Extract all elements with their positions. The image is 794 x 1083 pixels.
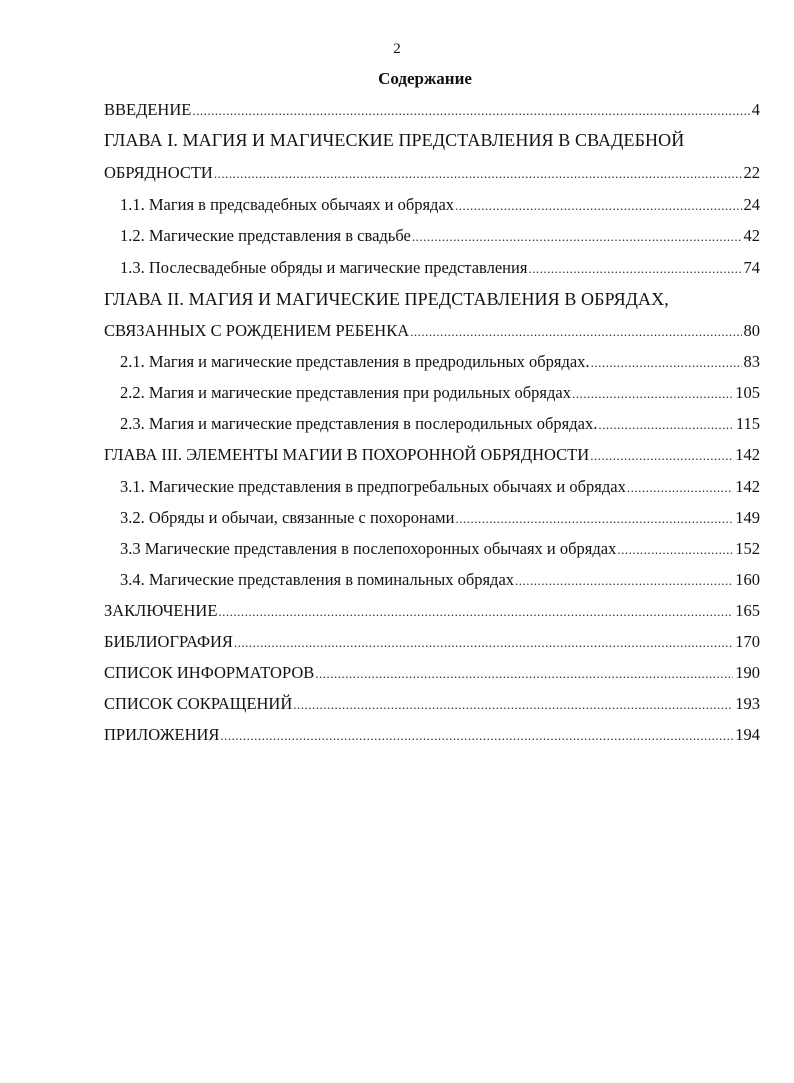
- toc-entry-abbreviations[interactable]: [104, 692, 760, 716]
- leader-dots: [572, 382, 733, 406]
- toc-entry-chapter-1[interactable]: [104, 161, 760, 185]
- toc-entry-text: 3.1. Магические представления в предпогребальных обычаях и обрядах: [120, 477, 626, 496]
- toc-entry-bibliography[interactable]: [104, 630, 760, 654]
- toc-entry-informants[interactable]: [104, 661, 760, 685]
- toc-entry-3-3[interactable]: [120, 537, 760, 561]
- toc-entry-text: ВВЕДЕНИЕ: [104, 100, 192, 119]
- toc-entry-page: 152: [735, 539, 760, 558]
- toc-entry-page: 170: [735, 632, 760, 651]
- toc-entry-text: ЗАКЛЮЧЕНИЕ: [104, 601, 218, 620]
- leader-dots: [515, 569, 733, 593]
- toc-entry-chapter-3[interactable]: [104, 443, 760, 467]
- leader-dots: [412, 225, 742, 249]
- toc-entry-3-4[interactable]: [120, 568, 760, 592]
- toc-entry-text: ОБРЯДНОСТИ: [104, 163, 213, 182]
- leader-dots: [528, 257, 741, 281]
- toc-entry-2-1[interactable]: [120, 350, 760, 374]
- toc-entry-1-3[interactable]: [120, 256, 760, 280]
- toc-entry-text: 3.4. Магические представления в поминальных обрядах: [120, 570, 515, 589]
- page-number: 2: [393, 41, 401, 57]
- leader-dots: [590, 444, 733, 468]
- leader-dots: [455, 507, 733, 531]
- toc-entry-text: 1.2. Магические представления в свадьбе: [120, 226, 411, 245]
- leader-dots: [617, 538, 733, 562]
- toc-entry-text: 1.1. Магия в предсвадебных обычаях и обрядах: [120, 195, 455, 214]
- toc-entry-page: 165: [735, 601, 760, 620]
- toc-entry-text: 1.3. Послесвадебные обряды и магические представления: [120, 258, 528, 277]
- toc-entry-page: 83: [743, 352, 760, 371]
- toc-entry-page: 190: [735, 663, 760, 682]
- leader-dots: [591, 351, 742, 375]
- toc-entry-page: 22: [743, 163, 760, 182]
- leader-dots: [234, 631, 733, 655]
- toc-entry-2-2[interactable]: [120, 381, 760, 405]
- toc-entry-page: 74: [743, 258, 760, 277]
- toc-entry-page: 142: [735, 445, 760, 464]
- toc-entry-3-2[interactable]: [120, 506, 760, 530]
- toc-entry-text: 2.1. Магия и магические представления в предродильных обрядах.: [120, 352, 590, 371]
- leader-dots: [192, 99, 749, 123]
- toc-chapter-2-heading: ГЛАВА II. МАГИЯ И МАГИЧЕСКИЕ ПРЕДСТАВЛЕНИЯ В ОБРЯДАХ,: [104, 289, 669, 309]
- toc-entry-appendices[interactable]: [104, 723, 760, 747]
- toc-entry-page: 4: [751, 100, 760, 119]
- toc-entry-1-1[interactable]: [120, 193, 760, 217]
- toc-entry-page: 194: [735, 725, 760, 744]
- toc-entry-page: 149: [735, 508, 760, 527]
- toc-entry-page: 193: [735, 694, 760, 713]
- leader-dots: [598, 413, 734, 437]
- toc-entry-introduction[interactable]: [104, 98, 760, 122]
- leader-dots: [627, 476, 733, 500]
- toc-entry-chapter-2[interactable]: [104, 319, 760, 343]
- toc-entry-3-1[interactable]: [120, 475, 760, 499]
- toc-entry-text: 3.2. Обряды и обычаи, связанные с похоронами: [120, 508, 455, 527]
- leader-dots: [293, 693, 733, 717]
- toc-entry-conclusion[interactable]: [104, 599, 760, 623]
- leader-dots: [220, 724, 733, 748]
- toc-entry-text: СВЯЗАННЫХ С РОЖДЕНИЕМ РЕБЕНКА: [104, 321, 410, 340]
- toc-title: Содержание: [378, 69, 472, 88]
- toc-entry-text: 2.3. Магия и магические представления в послеродильных обрядах.: [120, 414, 598, 433]
- toc-entry-1-2[interactable]: [120, 224, 760, 248]
- toc-entry-text: ПРИЛОЖЕНИЯ: [104, 725, 220, 744]
- toc-entry-text: СПИСОК СОКРАЩЕНИЙ: [104, 694, 293, 713]
- toc-entry-page: 142: [735, 477, 760, 496]
- leader-dots: [315, 662, 733, 686]
- toc-entry-text: ГЛАВА III. ЭЛЕМЕНТЫ МАГИИ В ПОХОРОННОЙ ОБРЯДНОСТИ: [104, 445, 590, 464]
- toc-entry-2-3[interactable]: [120, 412, 760, 436]
- toc-entry-page: 24: [743, 195, 760, 214]
- toc-chapter-1-heading: ГЛАВА I. МАГИЯ И МАГИЧЕСКИЕ ПРЕДСТАВЛЕНИЯ В СВАДЕБНОЙ: [104, 130, 685, 150]
- leader-dots: [410, 320, 741, 344]
- toc-entry-page: 105: [735, 383, 760, 402]
- toc-entry-page: 42: [743, 226, 760, 245]
- toc-entry-text: 3.3 Магические представления в послепохоронных обычаях и обрядах: [120, 539, 617, 558]
- leader-dots: [214, 162, 742, 186]
- toc-entry-page: 115: [735, 414, 760, 433]
- toc-entry-text: БИБЛИОГРАФИЯ: [104, 632, 233, 651]
- toc-entry-text: СПИСОК ИНФОРМАТОРОВ: [104, 663, 315, 682]
- leader-dots: [218, 600, 733, 624]
- toc-entry-page: 160: [735, 570, 760, 589]
- toc-entry-text: 2.2. Магия и магические представления при родильных обрядах: [120, 383, 571, 402]
- leader-dots: [455, 194, 741, 218]
- toc-entry-page: 80: [743, 321, 760, 340]
